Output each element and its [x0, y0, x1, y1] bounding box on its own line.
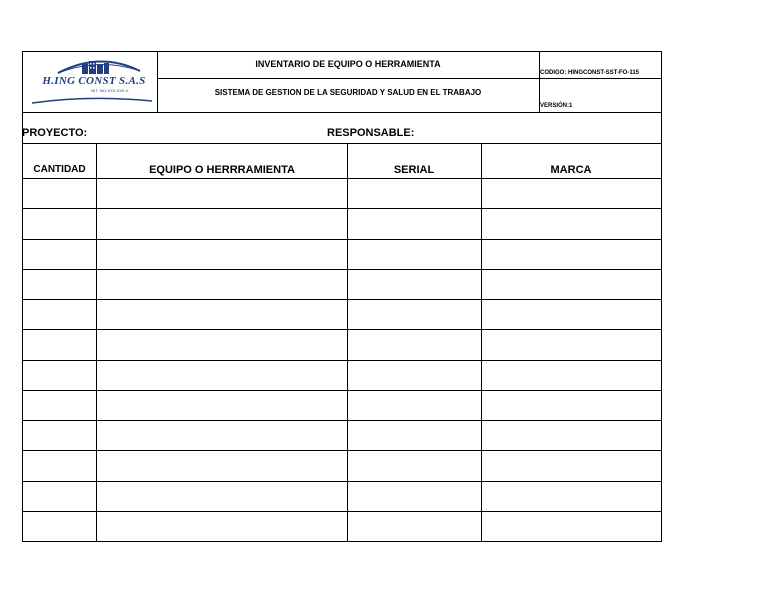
table-bottom-border [22, 541, 662, 542]
table-row-line [22, 299, 662, 300]
company-logo [30, 55, 155, 107]
info-bottom-border [22, 143, 662, 144]
table-row-line [22, 360, 662, 361]
table-row-line [22, 178, 662, 179]
header-middle-border [157, 78, 662, 79]
table-row-line [22, 239, 662, 240]
column-header-cantidad: CANTIDAD [33, 164, 86, 175]
table-row-line [22, 269, 662, 270]
column-header-equipo: EQUIPO O HERRRAMIENTA [149, 164, 295, 176]
column-header-marca: MARCA [550, 164, 592, 176]
column-header-serial: SERIAL [393, 164, 435, 176]
form-code: CODIGO: HINGCONST-SST-FO-115 [540, 70, 640, 76]
left-border [22, 51, 23, 541]
table-row-line [22, 481, 662, 482]
form-version: VERSIÓN:1 [540, 103, 573, 109]
project-label: PROYECTO: [22, 127, 88, 139]
header-bottom-border [22, 112, 662, 113]
table-row-line [22, 450, 662, 451]
table-row-line [22, 511, 662, 512]
form-title: INVENTARIO DE EQUIPO O HERRAMIENTA [255, 59, 441, 69]
table-row-line [22, 390, 662, 391]
table-row-line [22, 208, 662, 209]
company-name: H.ING CONST S.A.S [42, 75, 146, 87]
header-top-border [22, 51, 662, 52]
table-row-line [22, 420, 662, 421]
responsible-label: RESPONSABLE: [327, 127, 415, 139]
table-row-line [22, 329, 662, 330]
right-border [661, 51, 662, 541]
form-subtitle: SISTEMA DE GESTION DE LA SEGURIDAD Y SALUD EN EL TRABAJO [214, 88, 482, 97]
company-subtitle: NIT. 901.XXX.XXX-X [91, 88, 129, 93]
